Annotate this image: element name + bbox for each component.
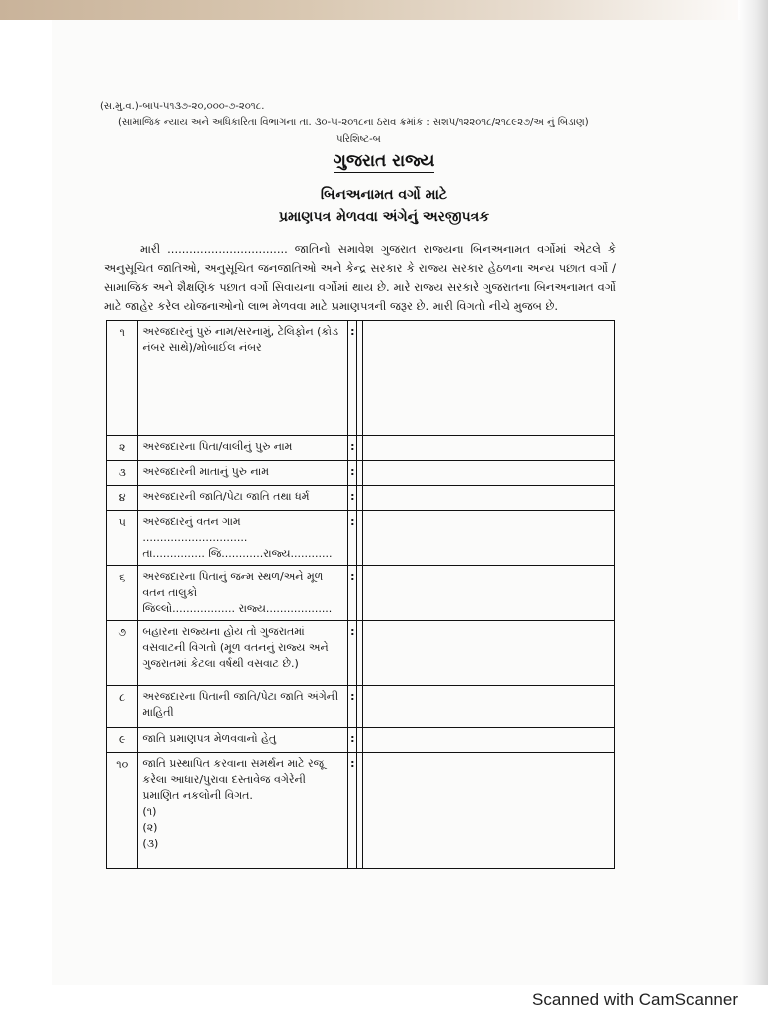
row-number: ૯ — [107, 728, 138, 753]
certificate-purpose-field[interactable] — [362, 728, 615, 753]
mother-name-field[interactable] — [362, 461, 615, 486]
row-number: ૮ — [107, 686, 138, 728]
row-label: અરજદારની માતાનું પુરુ નામ — [138, 461, 348, 486]
row-colon: : — [348, 321, 357, 436]
row-colon: : — [348, 566, 357, 621]
scan-edge-right — [738, 0, 768, 985]
row-label — [138, 566, 348, 621]
row-label: અરજદારના પિતાની જાતિ/પેટા જાતિ અંગેની માહિતી — [138, 686, 348, 728]
document-subtitle-2: પ્રમાણપત્ર મેળવવા અંગેનું અરજીપત્રક — [278, 209, 490, 225]
row-colon: : — [348, 486, 357, 511]
row-number: ૫ — [107, 511, 138, 566]
table-row — [107, 753, 615, 869]
documents-details-field[interactable] — [362, 753, 615, 869]
row-label: બહારના રાજ્યના હોય તો ગુજરાતમાં વસવાટની વિગતો (મૂળ વતનનું રાજ્ય અને ગુજરાતમાં કેટલા વર્ષથી વસવાટ છે.) — [138, 621, 348, 686]
scan-edge-top — [0, 0, 768, 20]
row-label-line: જાતિ પ્રસ્થાપિત કરવાના સમર્થન માટે રજૂ કરેલા આધાર/પુરાવા દસ્તાવેજ વગેરેની પ્રમાણિત નકલોની વિગત. — [142, 757, 325, 802]
table-row — [107, 728, 615, 753]
row-label: અરજદારનું પુરું નામ/સરનામું, ટેલિફોન (કોડ નંબર સાથે)/મોબાઈલ નંબર — [138, 321, 348, 436]
father-birthplace-field[interactable] — [362, 566, 615, 621]
name-address-field[interactable] — [362, 321, 615, 436]
row-label: અરજદારની જાતિ/પેટા જાતિ તથા ધર્મ — [138, 486, 348, 511]
row-label-line: તા............... જિ............રાજ્ય............ — [142, 547, 333, 560]
row-number: ૨ — [107, 436, 138, 461]
header-resolution-reference: (સામાજિક ન્યાય અને અધિકારિતા વિભાગના તા. ૩૦-૫-૨૦૧૮ના ઠરાવ ક્રમાંક : સશપ/૧૨૨૦૧૮/૨૧૮૯૨૭/અ નું બિડાણ) — [118, 117, 589, 128]
application-form-table — [106, 320, 615, 869]
document-title: ગુજરાત રાજ્ય — [333, 151, 435, 171]
list-item: (૧) — [142, 805, 157, 818]
row-number: ૧૦ — [107, 753, 138, 869]
row-label: અરજદારના પિતા/વાલીનું પુરુ નામ — [138, 436, 348, 461]
table-row — [107, 461, 615, 486]
father-caste-field[interactable] — [362, 686, 615, 728]
scanner-watermark: Scanned with CamScanner — [531, 990, 738, 1009]
row-number: ૭ — [107, 621, 138, 686]
father-name-field[interactable] — [362, 436, 615, 461]
row-label — [138, 753, 348, 869]
row-colon: : — [348, 686, 357, 728]
table-row — [107, 621, 615, 686]
header-print-code: (સ.મુ.વ.)-બાપ-૫૧૩૭-૨૦,૦૦૦-૭-૨૦૧૮. — [100, 101, 265, 112]
row-number: ૬ — [107, 566, 138, 621]
row-colon: : — [348, 511, 357, 566]
table-row — [107, 566, 615, 621]
header-annexure: પરિશિષ્ટ-બ — [336, 134, 381, 145]
native-place-field[interactable] — [362, 511, 615, 566]
row-colon: : — [348, 461, 357, 486]
residence-details-field[interactable] — [362, 621, 615, 686]
row-colon: : — [348, 728, 357, 753]
row-label-line: અરજદારના પિતાનું જન્મ સ્થળ/અને મૂળ વતન તાલુકો — [142, 570, 324, 599]
table-row — [107, 686, 615, 728]
document-subtitle-1: બિનઅનામત વર્ગો માટે — [320, 187, 448, 203]
row-number: ૪ — [107, 486, 138, 511]
row-label-line: જિલ્લો.................. રાજ્ય................... — [142, 602, 333, 615]
caste-religion-field[interactable] — [362, 486, 615, 511]
row-label-line: અરજદારનું વતન ગામ .............................. — [142, 515, 248, 544]
row-number: ૧ — [107, 321, 138, 436]
table-row — [107, 486, 615, 511]
row-number: ૩ — [107, 461, 138, 486]
row-label — [138, 511, 348, 566]
table-row — [107, 321, 615, 436]
row-colon: : — [348, 753, 357, 869]
row-colon: : — [348, 621, 357, 686]
row-colon: : — [348, 436, 357, 461]
list-item: (૨) — [142, 821, 158, 834]
table-row — [107, 436, 615, 461]
declaration-paragraph: મારી ................................. જાતિનો સમાવેશ ગુજરાત રાજ્યના બિનઅનામત વર્ગોમાં એટલે કે અનુસૂચિત જાતિઓ, અનુસૂચિત જનજાતિઓ અને કેન્દ્ર સરકાર કે રાજ્ય સરકાર હેઠળના અન્ય પછાત વર્ગો / સામાજિક અને શૈક્ષણિક પછાત વર્ગો સિવાયના વર્ગોમાં થાય છે. મારે રાજ્ય સરકારે ગુજરાતના બિનઅનામત વર્ગો માટે જાહેર કરેલ યોજનાઓનો લાભ મેળવવા માટે પ્રમાણપત્રની જરૂર છે. મારી વિગતો નીચે મુજબ છે. — [104, 242, 616, 313]
list-item: (૩) — [142, 837, 159, 850]
row-label: જાતિ પ્રમાણપત્ર મેળવવાનો હેતુ — [138, 728, 348, 753]
table-row — [107, 511, 615, 566]
